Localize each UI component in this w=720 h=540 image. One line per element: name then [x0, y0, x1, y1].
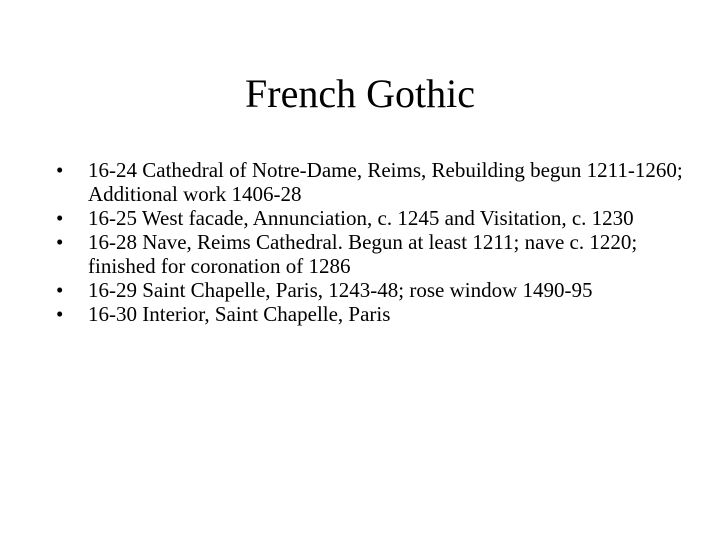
- bullet-text: 16-24 Cathedral of Notre-Dame, Reims, Rebuilding begun 1211-1260; Additional work 1406-28: [88, 158, 683, 206]
- bullet-item: [54, 278, 684, 302]
- bullet-list: [54, 158, 684, 326]
- slide-title: French Gothic: [245, 71, 475, 116]
- bullet-text: 16-29 Saint Chapelle, Paris, 1243-48; rose window 1490-95: [88, 278, 593, 302]
- bullet-dot-icon: •: [56, 230, 64, 254]
- bullet-item: [54, 230, 684, 278]
- bullet-text: 16-25 West facade, Annunciation, c. 1245 and Visitation, c. 1230: [88, 206, 634, 230]
- bullet-item: [54, 206, 684, 230]
- bullet-dot-icon: •: [56, 206, 64, 230]
- bullet-item: [54, 302, 684, 326]
- bullet-item: [54, 158, 684, 206]
- bullet-dot-icon: •: [56, 302, 64, 326]
- bullet-dot-icon: •: [56, 158, 64, 182]
- bullet-dot-icon: •: [56, 278, 64, 302]
- bullet-text: 16-28 Nave, Reims Cathedral. Begun at least 1211; nave c. 1220; finished for coronation of 1286: [88, 230, 638, 278]
- bullet-text: 16-30 Interior, Saint Chapelle, Paris: [88, 302, 391, 326]
